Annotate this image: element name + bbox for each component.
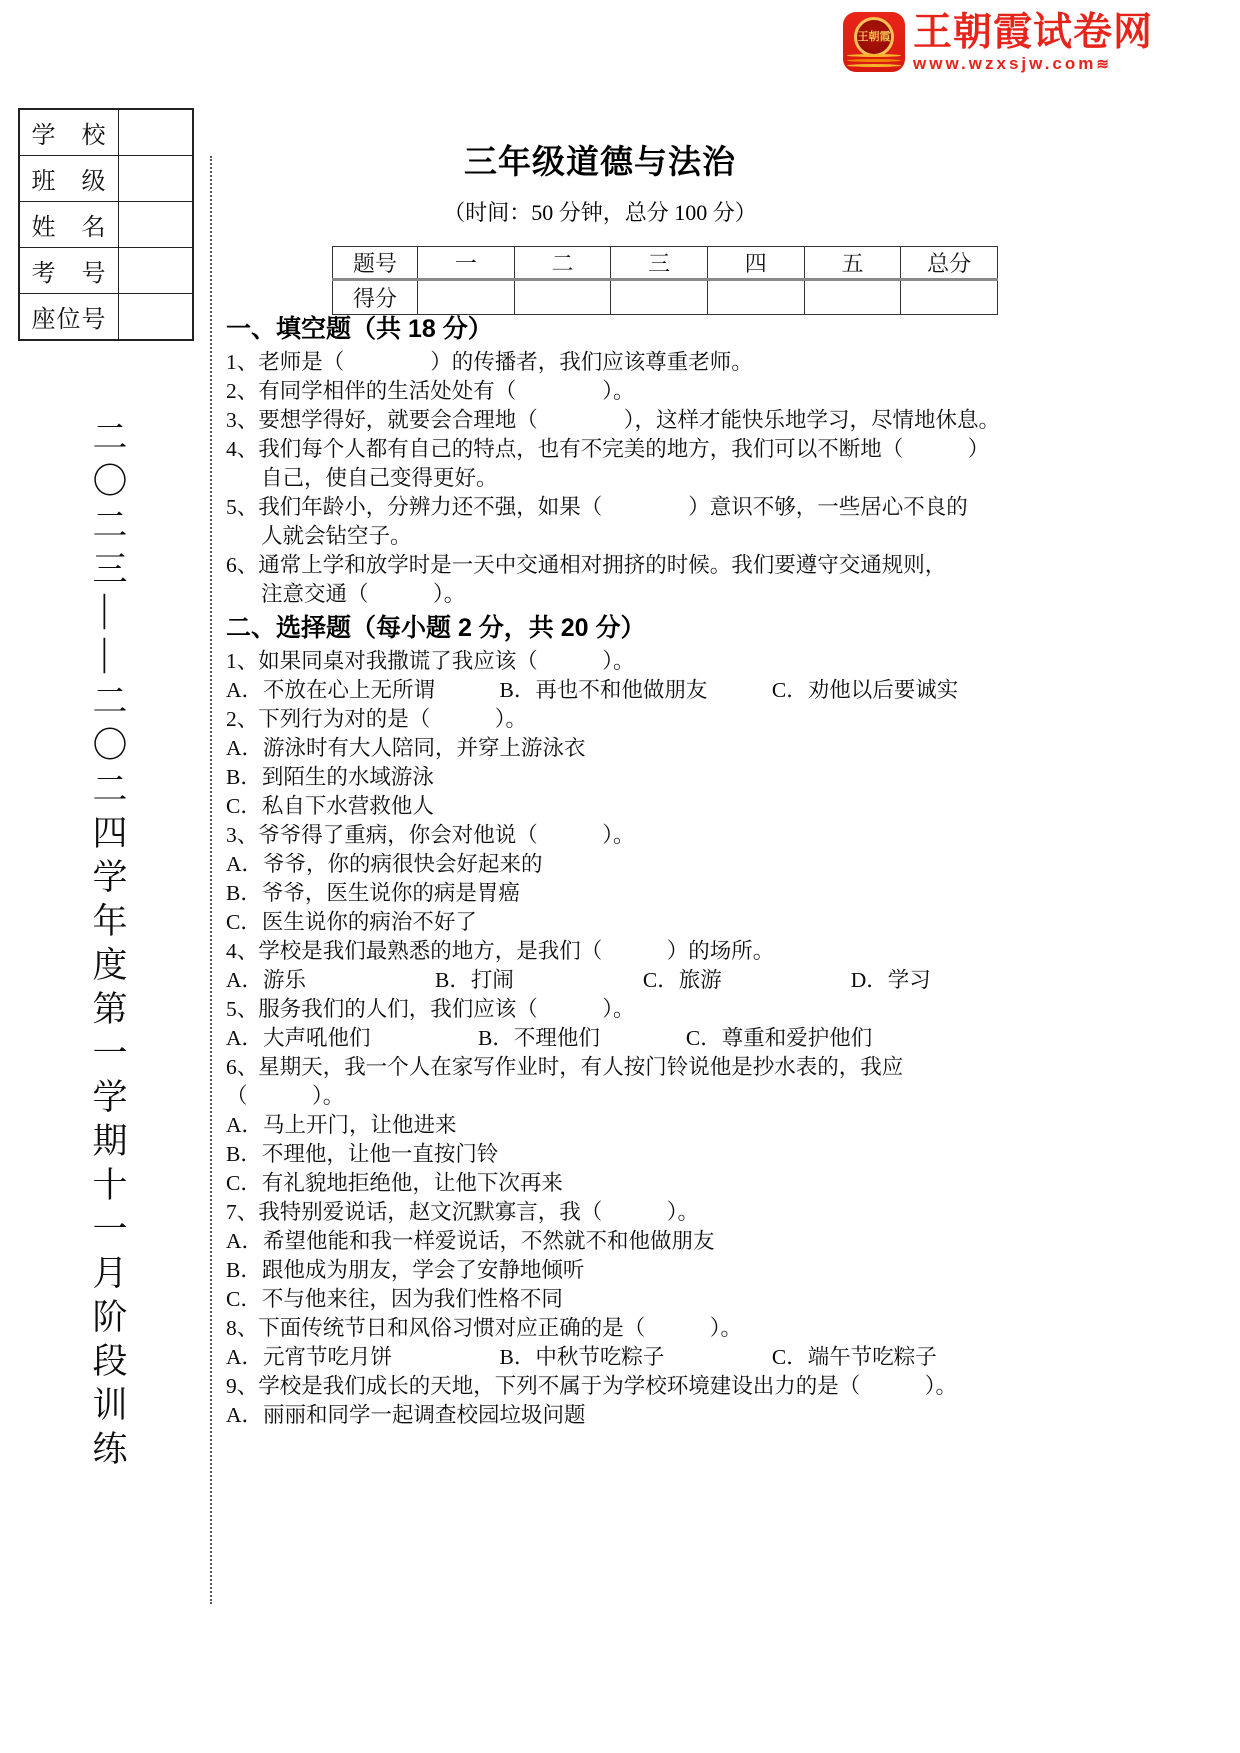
score-col-header: 五 (804, 247, 901, 280)
score-col-header: 一 (418, 247, 515, 280)
score-col-header: 二 (514, 247, 611, 280)
exam-line: 注意交通（ ）。 (261, 582, 466, 606)
info-value-school (119, 109, 194, 156)
exam-line: 9、学校是我们成长的天地，下列不属于为学校环境建设出力的是（ ）。 (226, 1374, 958, 1398)
exam-line: C．医生说你的病治不好了 (226, 910, 477, 934)
exam-line: C．不与他来往，因为我们性格不同 (226, 1287, 563, 1311)
exam-line: 4、学校是我们最熟悉的地方，是我们（ ）的场所。 (226, 939, 775, 963)
exam-line: A．游乐 B．打闹 C．旅游 D．学习 (226, 968, 931, 992)
brand-seal-icon (854, 17, 894, 57)
exam-line: 6、星期天，我一个人在家写作业时，有人按门铃说他是抄水表的，我应 (226, 1055, 904, 1079)
exam-line: B．爷爷，医生说你的病是胃癌 (226, 881, 520, 905)
info-label-seat-no: 座位号 (19, 294, 119, 341)
info-label-exam-no: 考 号 (19, 248, 119, 294)
exam-line: 自己，使自己变得更好。 (261, 466, 498, 490)
table-row (19, 109, 193, 156)
score-table (332, 246, 998, 315)
brand-seal-text: 王朝霞 (857, 30, 891, 43)
info-label-name: 姓 名 (19, 202, 119, 248)
site-logo (843, 12, 1153, 74)
exam-line: A．爷爷，你的病很快会好起来的 (226, 852, 543, 876)
exam-line: 2、下列行为对的是（ ）。 (226, 707, 528, 731)
score-col-header: 三 (611, 247, 708, 280)
table-row (19, 248, 193, 294)
exam-line: 2、有同学相伴的生活处处有（ ）。 (226, 379, 635, 403)
info-value-exam-no (119, 248, 194, 294)
page-title: 三年级道德与法治 (464, 143, 736, 180)
exam-line: A．希望他能和我一样爱说话，不然就不和他做朋友 (226, 1229, 715, 1253)
vertical-dotted-divider (210, 156, 212, 1604)
brand-icon (843, 12, 905, 72)
info-value-seat-no (119, 294, 194, 341)
exam-line: 8、下面传统节日和风俗习惯对应正确的是（ ）。 (226, 1316, 743, 1340)
exam-line: （ ）。 (226, 1084, 345, 1108)
exam-line: 5、我们年龄小，分辨力还不强，如果（ ）意识不够，一些居心不良的 (226, 495, 968, 519)
section-lines-fill-blanks (226, 348, 1050, 609)
score-col-header: 总分 (901, 247, 998, 280)
table-row (19, 202, 193, 248)
exam-line: A．丽丽和同学一起调查校园垃圾问题 (226, 1403, 586, 1427)
exam-line: B．跟他成为朋友，学会了安静地倾听 (226, 1258, 585, 1282)
exam-line: C．私自下水营救他人 (226, 794, 434, 818)
exam-body (226, 310, 1050, 1430)
score-col-header: 四 (707, 247, 804, 280)
info-value-name (119, 202, 194, 248)
exam-line: A．大声吼他们 B．不理他们 C．尊重和爱护他们 (226, 1026, 873, 1050)
exam-line: 1、如果同桌对我撒谎了我应该（ ）。 (226, 649, 635, 673)
exam-session-vertical-label: 二〇二三——二〇二四学年度第一学期十一月阶段训练 (88, 418, 127, 1474)
section-heading-multiple-choice: 二、选择题（每小题 2 分，共 20 分） (226, 614, 646, 642)
exam-line: A．游泳时有大人陪同，并穿上游泳衣 (226, 736, 586, 760)
section-heading-fill-blanks: 一、填空题（共 18 分） (226, 315, 493, 343)
exam-time-score-note: （时间：50 分钟，总分 100 分） (443, 200, 757, 225)
exam-line: A．不放在心上无所谓 B．再也不和他做朋友 C．劝他以后要诚实 (226, 678, 959, 702)
exam-line: C．有礼貌地拒绝他，让他下次再来 (226, 1171, 563, 1195)
exam-line: B．不理他，让他一直按门铃 (226, 1142, 499, 1166)
exam-line: 6、通常上学和放学时是一天中交通相对拥挤的时候。我们要遵守交通规则， (226, 553, 947, 577)
exam-line: 5、服务我们的人们，我们应该（ ）。 (226, 997, 635, 1021)
wave-stripes-icon (847, 52, 901, 67)
exam-line: 3、要想学得好，就要会合理地（ ），这样才能快乐地学习，尽情地休息。 (226, 408, 1001, 432)
info-value-class (119, 156, 194, 202)
exam-line: A．马上开门，让他进来 (226, 1113, 457, 1137)
table-row (19, 294, 193, 341)
exam-line: B．到陌生的水域游泳 (226, 765, 434, 789)
exam-line: A．元宵节吃月饼 B．中秋节吃粽子 C．端午节吃粽子 (226, 1345, 937, 1369)
table-row (19, 156, 193, 202)
exam-line: 7、我特别爱说话，赵文沉默寡言，我（ ）。 (226, 1200, 700, 1224)
exam-line: 3、爷爷得了重病，你会对他说（ ）。 (226, 823, 635, 847)
info-label-class: 班 级 (19, 156, 119, 202)
wave-mark-icon: ≋ (1096, 56, 1109, 73)
exam-line: 人就会钻空子。 (261, 524, 412, 548)
info-label-school: 学 校 (19, 109, 119, 156)
score-table-header-row (333, 247, 998, 280)
exam-line: 1、老师是（ ）的传播者，我们应该尊重老师。 (226, 350, 753, 374)
site-url (913, 54, 1153, 74)
site-name: 王朝霞试卷网 (913, 11, 1154, 54)
exam-line: 4、我们每个人都有自己的特点，也有不完美的地方，我们可以不断地（ ） (226, 437, 990, 461)
student-info-table (18, 108, 194, 341)
score-row-label: 得分 (333, 280, 418, 315)
site-url-text: www.wzxsjw.com (913, 54, 1097, 73)
section-lines-multiple-choice (226, 647, 1050, 1430)
score-col-header: 题号 (333, 247, 418, 280)
